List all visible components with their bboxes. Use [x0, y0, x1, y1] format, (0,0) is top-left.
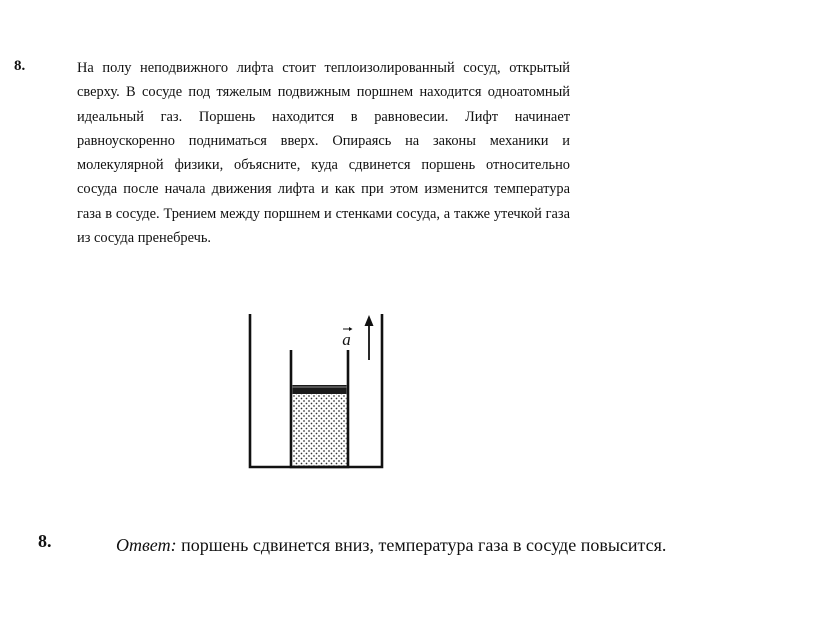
answer-number: 8.: [38, 531, 52, 551]
acceleration-label: a: [342, 330, 351, 349]
answer: [116, 531, 736, 560]
answer-label: Ответ:: [116, 535, 177, 555]
arrow-head: [365, 315, 374, 326]
elevator-figure: [240, 312, 390, 474]
answer-text: поршень сдвинется вниз, температура газа в сосуде повысится.: [176, 535, 667, 555]
elevator-diagram: [240, 312, 390, 474]
problem-number: 8.: [14, 58, 26, 74]
gas-region: [293, 394, 347, 466]
problem-statement: На полу неподвижного лифта стоит теплоизолированный сосуд, открытый сверху. В сосуде под тяжелым подвижным поршнем находится одноатомный идеальный газ. Поршень находится в равновесии. Лифт начинает равноускоренно подниматься вверх. Опираясь на законы механики и молекулярной физики, объясните, куда сдвинется поршень относительно сосуда после начала движения лифта и как при этом изменится температура газа в сосуде. Трением между поршнем и стенками сосуда, а также утечкой газа из сосуда пренебречь.: [77, 60, 570, 247]
